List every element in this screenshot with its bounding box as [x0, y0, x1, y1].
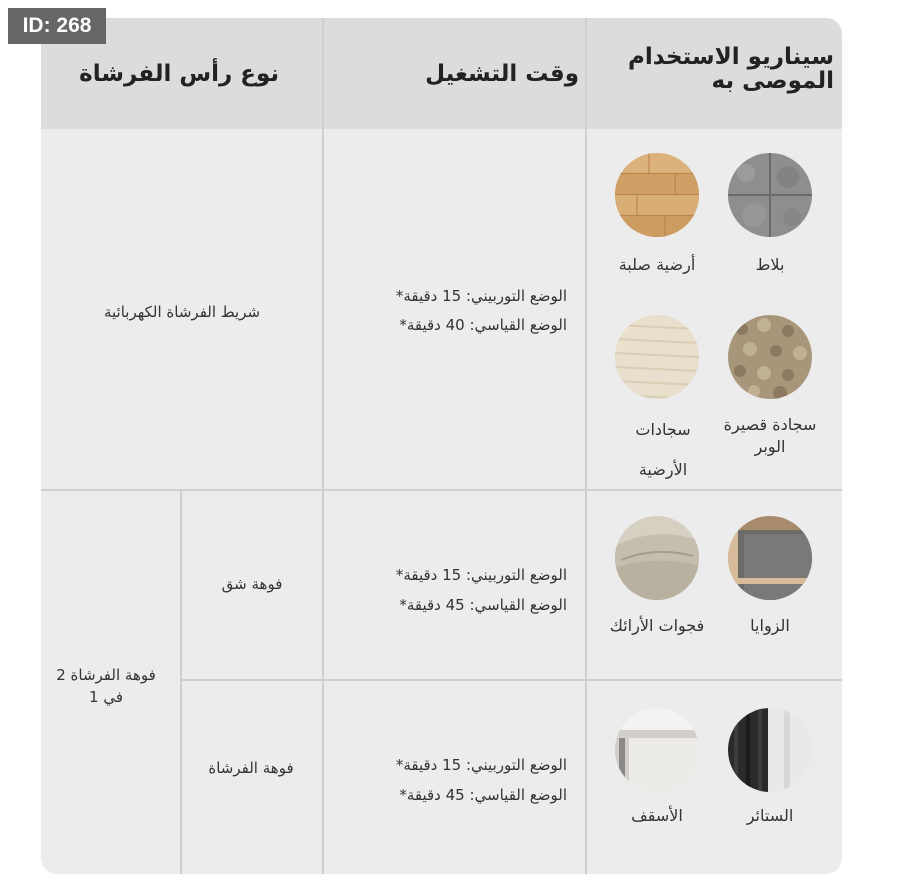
- tile-icon: [728, 153, 812, 237]
- runtime-turbo: الوضع التوربيني: 15 دقيقة*: [395, 566, 567, 584]
- brush-type: فوهة شق: [221, 575, 283, 593]
- short-pile-carpet-icon: [728, 315, 812, 399]
- column-divider: [322, 18, 324, 874]
- header-runtime: وقت التشغيل: [425, 61, 579, 87]
- id-badge: ID: 268: [8, 8, 106, 44]
- runtime-standard: الوضع القياسي: 40 دقيقة*: [399, 316, 567, 334]
- surface-label: بلاط: [755, 255, 785, 274]
- group-brush-type: فوهة الفرشاة 2 في 1: [56, 666, 156, 706]
- surface-label: الزوايا: [750, 616, 790, 635]
- runtime-turbo: الوضع التوربيني: 15 دقيقة*: [395, 756, 567, 774]
- runtime-turbo: الوضع التوربيني: 15 دقيقة*: [395, 287, 567, 305]
- comparison-table: [41, 18, 842, 874]
- curtain-icon: [728, 708, 812, 792]
- row-divider: [181, 679, 842, 681]
- wood-floor-icon: [615, 153, 699, 237]
- surface-label: الستائر: [746, 806, 794, 825]
- surface-label: سجادات الأرضية: [635, 420, 691, 479]
- row-divider: [41, 489, 842, 491]
- surface-label: سجادة قصيرة الوبر: [723, 415, 817, 456]
- surface-label: فجوات الأرائك: [609, 616, 705, 635]
- brush-type: شريط الفرشاة الكهربائية: [103, 303, 261, 321]
- corner-icon: [728, 516, 812, 600]
- column-divider: [180, 490, 182, 874]
- surface-label: الأسقف: [631, 806, 683, 825]
- sofa-gap-icon: [615, 516, 699, 600]
- ceiling-icon: [615, 708, 699, 792]
- column-divider: [585, 18, 587, 874]
- header-brush-type: نوع رأس الفرشاة: [79, 61, 279, 87]
- runtime-standard: الوضع القياسي: 45 دقيقة*: [399, 786, 567, 804]
- header-scenario: سيناريو الاستخدام الموصى به: [628, 44, 834, 95]
- rug-icon: [615, 315, 699, 399]
- surface-label: أرضية صلبة: [618, 255, 696, 274]
- runtime-standard: الوضع القياسي: 45 دقيقة*: [399, 596, 567, 614]
- brush-type: فوهة الفرشاة: [208, 759, 294, 777]
